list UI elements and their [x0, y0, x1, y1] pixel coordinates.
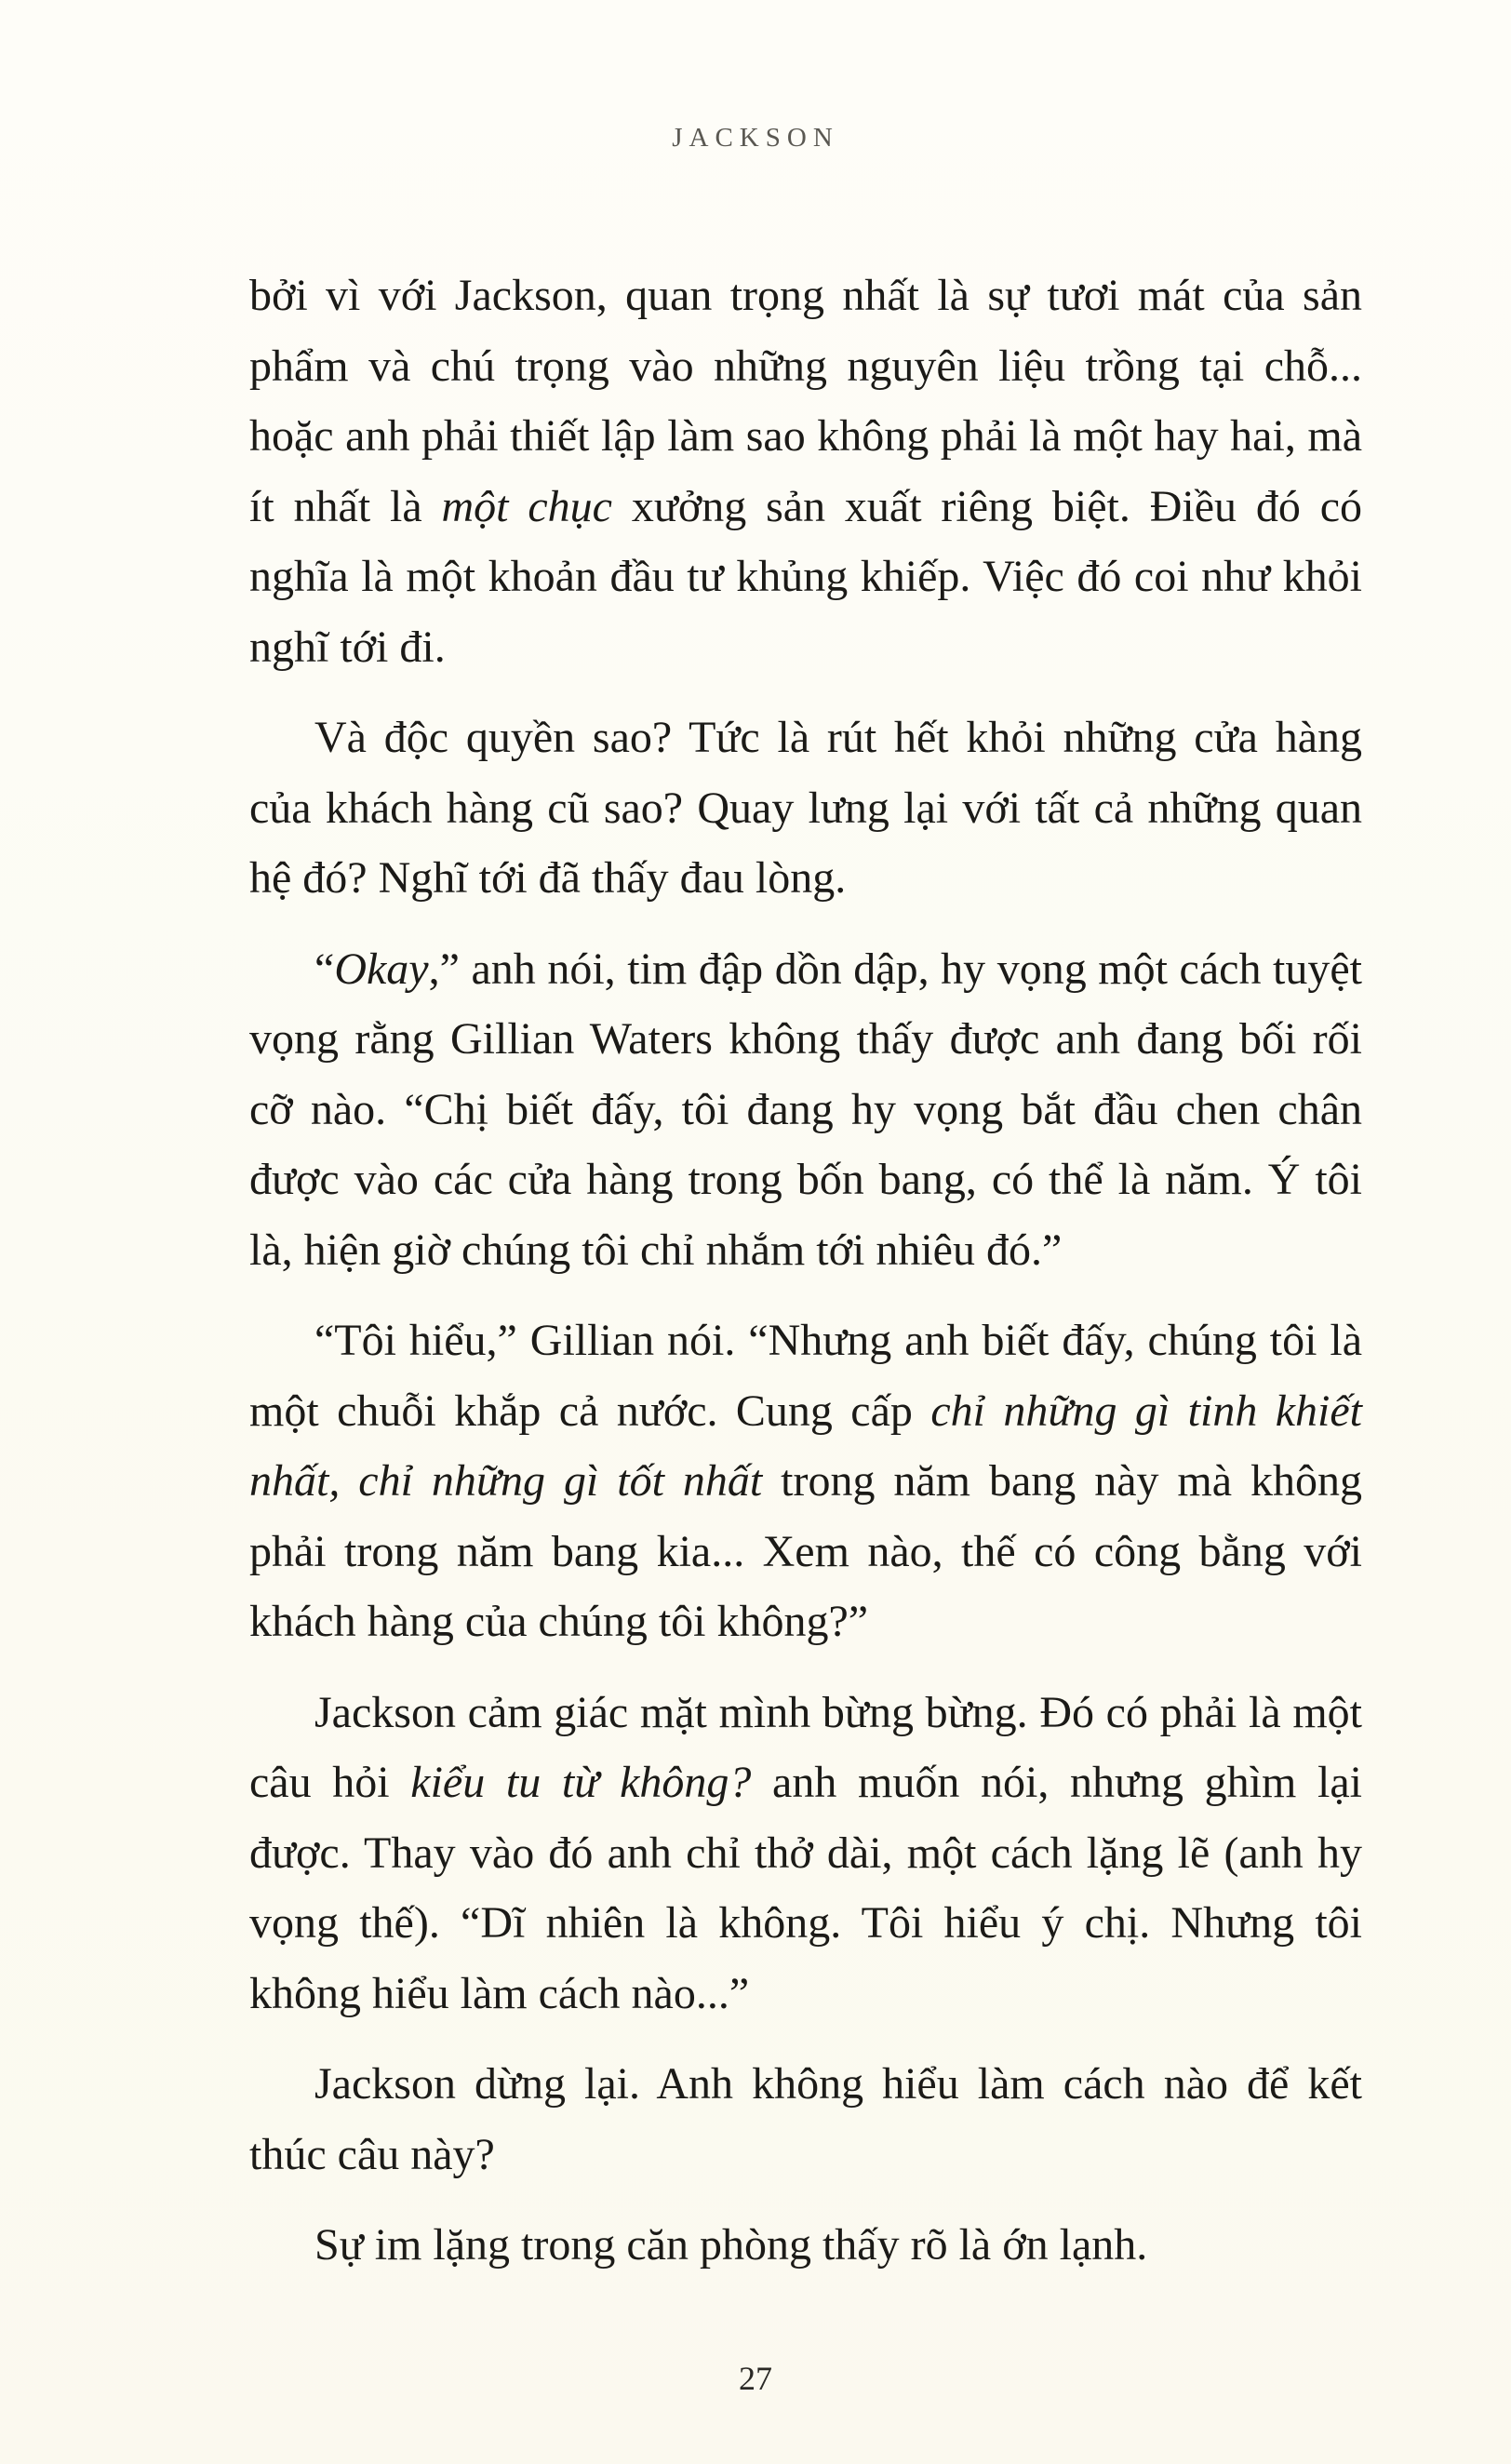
- text-run: “Tôi hiểu,” Gillian nói. “Nhưng anh biết đấy, chúng tôi là một chuỗi khắp cả nước. Cung cấp: [249, 1316, 1362, 1436]
- italic-text: Okay: [334, 944, 429, 994]
- paragraph: [249, 2049, 1362, 2189]
- italic-text: chỉ những gì tinh khiết nhất, chỉ những gì tốt nhất: [249, 1386, 1362, 1506]
- text-run: anh muốn nói, nhưng ghìm lại được. Thay vào đó anh chỉ thở dài, một cách lặng lẽ (anh hy vọng thế). “Dĩ nhiên là không. Tôi hiểu ý chị. Nhưng tôi không hiểu làm cách nào...”: [249, 1758, 1362, 2018]
- page-number: 27: [739, 2360, 772, 2397]
- text-run: Và độc quyền sao? Tức là rút hết khỏi những cửa hàng của khách hàng cũ sao? Quay lưng lại với tất cả những quan hệ đó? Nghĩ tới đã thấy đau lòng.: [249, 713, 1362, 903]
- text-run: xưởng sản xuất riêng biệt. Điều đó có nghĩa là một khoản đầu tư khủng khiếp. Việc đó coi như khỏi nghĩ tới đi.: [249, 481, 1363, 672]
- text-run: “: [314, 944, 335, 994]
- italic-text: kiểu tu từ không?: [410, 1758, 752, 1807]
- text-run: trong năm bang này mà không phải trong năm bang kia... Xem nào, thế có công bằng với khách hàng của chúng tôi không?”: [249, 1456, 1363, 1646]
- text-run: Sự im lặng trong căn phòng thấy rõ là ớn lạnh.: [314, 2220, 1148, 2270]
- text-run: Jackson dừng lại. Anh không hiểu làm cách nào để kết thúc câu này?: [249, 2059, 1362, 2179]
- text-run: Jackson cảm giác mặt mình bừng bừng. Đó có phải là một câu hỏi: [249, 1687, 1362, 1807]
- paragraph: [249, 934, 1362, 1286]
- paragraph: [249, 1306, 1362, 1657]
- paragraph: [249, 2210, 1362, 2281]
- text-run: ,” anh nói, tim đập dồn dập, hy vọng một cách tuyệt vọng rằng Gillian Waters không thấy được anh đang bối rối cỡ nào. “Chị biết đấy, tôi đang hy vọng bắt đầu chen chân được vào các cửa hàng trong bốn bang, có thể là năm. Ý tôi là, hiện giờ chúng tôi chỉ nhắm tới nhiêu đó.”: [249, 944, 1362, 1275]
- paragraph: [249, 261, 1362, 682]
- paragraph: [249, 1678, 1362, 2029]
- running-head: JACKSON: [672, 123, 839, 153]
- text-run: bởi vì với Jackson, quan trọng nhất là sự tươi mát của sản phẩm và chú trọng vào những nguyên liệu trồng tại chỗ... hoặc anh phải thiết lập làm sao không phải là một hay hai, mà ít nhất là: [249, 271, 1362, 531]
- body-text: [249, 261, 1362, 2281]
- italic-text: một chục: [441, 481, 612, 531]
- paragraph: [249, 703, 1362, 914]
